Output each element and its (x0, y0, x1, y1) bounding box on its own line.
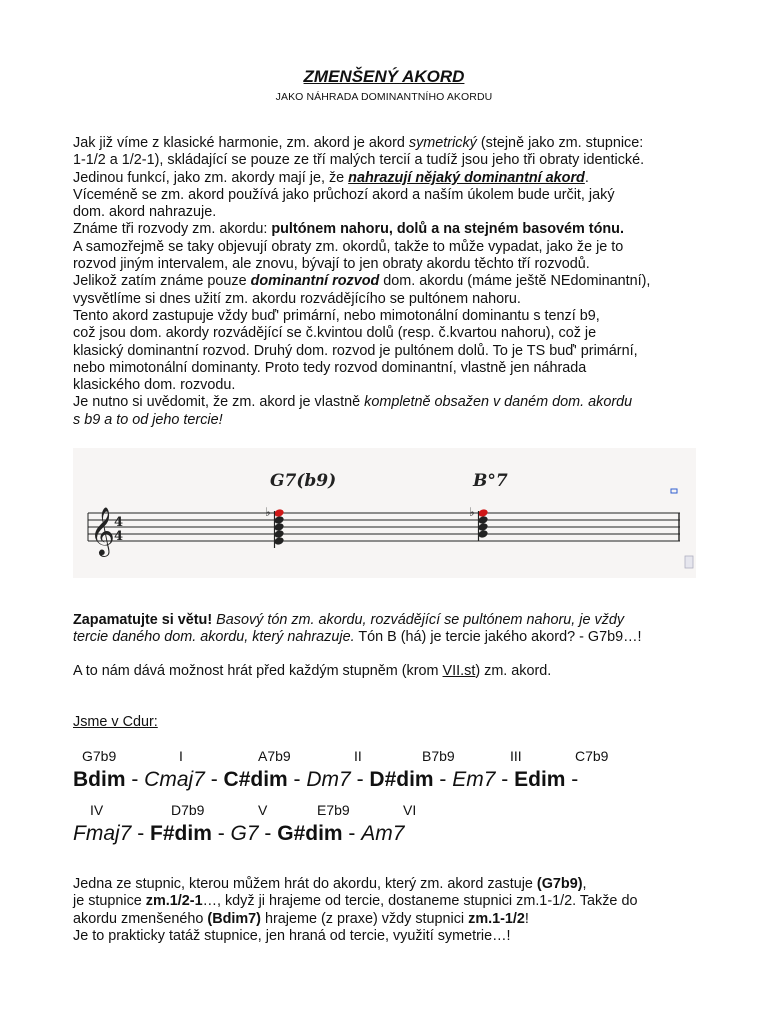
chord-label: B7b9 (422, 748, 455, 764)
text-line: nebo mimotonální dominanty. Proto tedy rozvod dominantní, vlastně jen náhrada (73, 359, 587, 376)
corner-handle-icon (671, 489, 677, 493)
dim-chord: C#dim (223, 768, 288, 791)
text-line: akordu zmenšeného (73, 910, 208, 927)
text-line: Jak již víme z klasické harmonie, zm. akord je akord (73, 135, 409, 151)
diatonic-chord: Dm7 (306, 768, 351, 791)
key-label (73, 714, 713, 731)
time-signature-top: 4 (114, 515, 124, 530)
text-line: hrajeme (z praxe) vždy stupnici (260, 910, 469, 927)
text-emphasis: s b9 a to od jeho tercie! (73, 411, 223, 428)
text-line: dom. akord nahrazuje. (73, 204, 217, 221)
separator: - (495, 768, 515, 791)
degree-label: I (179, 748, 183, 764)
separator: - (287, 768, 307, 791)
text-line: (stejně jako zm. stupnice: (476, 135, 644, 151)
text-line: je stupnice (73, 893, 146, 910)
text-line: Víceméně se zm. akord používá jako průchozí akord a naším úkolem bude určit, jaký (73, 186, 615, 203)
text-emphasis: nahrazují nějaký dominantní akord (348, 169, 585, 186)
separator: - (131, 822, 151, 845)
remember-paragraph (73, 612, 713, 647)
chord-label: G7b9 (82, 748, 117, 764)
text-line: 1-1/2 a 1/2-1), skládající se pouze ze tří malých tercií a tudíž jsou jeho tři obraty identické. (73, 152, 645, 169)
text-line: což jsou dom. akordy rozvádějící se č.kvintou dolů (resp. č.kvartou nahoru), což je (73, 325, 597, 342)
separator: - (204, 768, 224, 791)
flat-icon: ♭ (469, 505, 475, 519)
text-line: Tento akord zastupuje vždy buď' primární, nebo mimotonální dominantu s tenzí b9, (73, 307, 600, 324)
text-line: Je nutno si uvědomit, že zm. akord je vlastně (73, 394, 365, 411)
page-subtitle: JAKO NÁHRADA DOMINANTNÍHO AKORDU (275, 91, 493, 103)
chord-label: E7b9 (317, 802, 350, 818)
text-line: ! (524, 910, 529, 927)
chord-symbol-2: B°7 (473, 471, 508, 491)
text-emphasis: zm.1/2-1 (145, 893, 203, 910)
separator: - (565, 768, 579, 791)
diatonic-chord: Cmaj7 (144, 768, 205, 791)
separator: - (433, 768, 453, 791)
text-line: A samozřejmě se taky objevují obraty zm. okordů, takže to může vypadat, jako že je to (73, 238, 624, 255)
time-signature-bottom: 4 (114, 529, 124, 544)
text-line: , (582, 876, 587, 892)
text-underlined: Jsme v Cdur: (73, 714, 158, 730)
text-emphasis: tercie daného dom. akordu, který nahrazuje. (73, 629, 355, 646)
text-line: Jedna ze stupnic, kterou můžem hrát do akordu, který zm. akord zastuje (73, 876, 537, 892)
option-paragraph (73, 663, 713, 680)
text-emphasis: Basový tón zm. akordu, rozvádějící se pultónem nahoru, je vždy (212, 612, 625, 628)
dim-chord: Edim (514, 768, 566, 791)
text-emphasis: kompletně obsažen v daném dom. akordu (364, 394, 633, 411)
chord-label: D7b9 (171, 802, 205, 818)
outro-paragraph (73, 876, 713, 945)
chord-label: A7b9 (258, 748, 291, 764)
treble-clef-icon: 𝄞 (90, 506, 115, 555)
degree-label: II (354, 748, 362, 764)
text-emphasis: symetrický (408, 135, 477, 151)
staff-lines (88, 513, 680, 541)
text-line: Tón B (há) je tercie jakého akord? - G7b9…! (354, 629, 642, 646)
text-line: vysvětlíme si dnes užití zm. akordu rozvádějícího se pultónem nahoru. (73, 290, 521, 307)
text-emphasis: dominantní rozvod (250, 273, 380, 290)
text-underlined: VII.st (442, 663, 476, 679)
dim-chord: F#dim (150, 822, 212, 845)
diatonic-chord: G7 (230, 822, 259, 845)
page-title: ZMENŠENÝ AKORD (303, 67, 465, 86)
text-emphasis: pultónem nahoru, dolů a na stejném basovém tónu. (271, 221, 624, 238)
text-line: klasického dom. rozvodu. (73, 377, 236, 394)
text-line: klasický dominantní rozvod. Druhý dom. rozvod je pultónem dolů. To je TS buď' primární, (73, 342, 638, 359)
text-emphasis: zm.1-1/2 (468, 910, 525, 927)
separator: - (125, 768, 145, 791)
degree-label: VI (403, 802, 417, 818)
music-staff (73, 448, 696, 578)
separator: - (258, 822, 278, 845)
chord-label: C7b9 (575, 748, 609, 764)
text-line: Známe tři rozvody zm. akordu: (73, 221, 272, 238)
diatonic-chord: Am7 (361, 822, 405, 845)
text-line: A to nám dává možnost hrát před každým stupněm (krom (73, 663, 443, 679)
text-line: Je to prakticky tatáž stupnice, jen hraná od tercie, využití symetrie…! (73, 927, 511, 944)
intro-paragraph (73, 135, 713, 429)
degree-label: IV (90, 802, 104, 818)
diatonic-chord: Fmaj7 (73, 822, 132, 845)
text-line: …, když ji hrajeme od tercie, dostaneme stupnici zm.1-1/2. Takže do (202, 893, 638, 910)
text-line: Jedinou funkcí, jako zm. akordy mají je, že (73, 169, 349, 186)
dim-chord: G#dim (277, 822, 343, 845)
diatonic-chord: Em7 (452, 768, 496, 791)
dim-chord: D#dim (369, 768, 434, 791)
degree-label: V (258, 802, 268, 818)
text-emphasis: Zapamatujte si větu! (73, 612, 213, 628)
chord-symbol-1: G7(b9) (270, 471, 337, 491)
text-line: . (584, 169, 589, 186)
text-line: dom. akordu (máme ještě NEdominantní), (379, 273, 651, 290)
dim-chord: Bdim (73, 768, 126, 791)
music-score-image (73, 448, 696, 578)
progression-row-1 (73, 768, 578, 792)
separator: - (342, 822, 362, 845)
text-line: Jelikož zatím známe pouze (73, 273, 251, 290)
separator: - (211, 822, 231, 845)
text-line: rozvod jiným intervalem, ale znovu, bývají to jen obraty akordu těchto tří rozvodů. (73, 256, 590, 273)
text-emphasis: (Bdim7) (207, 910, 261, 927)
flat-icon: ♭ (265, 505, 271, 519)
progression-row-2 (73, 822, 404, 846)
text-emphasis: (G7b9) (536, 876, 583, 892)
text-line: ) zm. akord. (475, 663, 552, 679)
separator: - (350, 768, 370, 791)
degree-label: III (510, 748, 522, 764)
chord-2-notes (469, 505, 489, 541)
scroll-handle-icon (685, 556, 693, 568)
